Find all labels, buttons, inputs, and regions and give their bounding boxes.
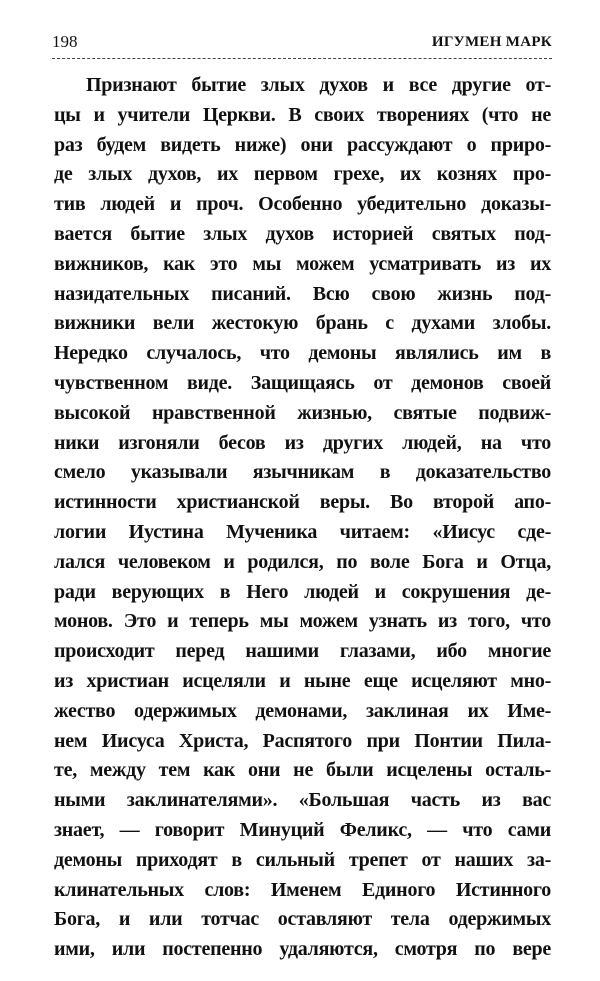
text-line: Признают бытие злых духов и все другие от-: [86, 74, 551, 96]
text-line: клинательных слов: Именем Единого Истинного: [54, 878, 551, 901]
text-line: истинности христианской веры. Во второй апо-: [54, 491, 551, 514]
text-line: де злых духов, их первом грехе, их кознях про-: [54, 163, 551, 186]
text-line: монов. Это и теперь мы можем узнать из того, что: [54, 610, 551, 633]
text-line: нем Иисуса Христа, Распятого при Понтии Пила-: [54, 729, 551, 752]
text-line: демоны приходят в сильный трепет от наших за-: [54, 848, 551, 871]
text-line: цы и учители Церкви. В своих творениях (что не: [54, 103, 551, 126]
page-header: [52, 32, 552, 59]
text-line: ими, или постепенно удаляются, смотря по вере: [54, 938, 551, 961]
page-number: 198: [52, 32, 78, 51]
running-head: ИГУМЕН МАРК: [431, 34, 552, 50]
text-line: раз будем видеть ниже) они рассуждают о приро-: [54, 133, 551, 156]
text-line: чувственном виде. Защищаясь от демонов своей: [54, 371, 551, 394]
text-line: лался человеком и родился, по воле Бога и Отца,: [54, 550, 551, 573]
body-text: [54, 74, 551, 968]
text-line: логии Иустина Мученика читаем: «Иисус сде-: [54, 520, 551, 543]
text-line: из христиан исцеляли и ныне еще исцеляют мно-: [54, 669, 551, 692]
text-line: ными заклинателями». «Большая часть из вас: [54, 789, 551, 812]
text-line: назидательных писаний. Всю свою жизнь под-: [54, 282, 551, 305]
text-line: вается бытие злых духов историей святых под-: [54, 222, 551, 245]
text-line: те, между тем как они не были исцелены осталь-: [54, 759, 551, 782]
text-line: Нередко случалось, что демоны являлись им в: [54, 342, 551, 365]
text-line: ради верующих в Него людей и сокрушения де-: [54, 580, 551, 603]
text-line: ники изгоняли бесов из других людей, на что: [54, 431, 551, 454]
text-line: вижников, как это мы можем усматривать из их: [54, 252, 551, 275]
text-line: тив людей и проч. Особенно убедительно доказы-: [54, 193, 551, 216]
text-line: смело указывали язычникам в доказательство: [54, 461, 551, 484]
text-line: высокой нравственной жизнью, святые подвиж-: [54, 401, 551, 424]
text-line: вижники вели жестокую брань с духами злобы.: [54, 312, 551, 335]
text-line: знает, — говорит Минуций Феликс, — что сами: [54, 818, 551, 841]
text-line: происходит перед нашими глазами, ибо многие: [54, 640, 551, 663]
text-line: Бога, и или тотчас оставляют тела одержимых: [54, 908, 551, 931]
text-line: жество одержимых демонами, заклиная их Име-: [54, 699, 551, 722]
